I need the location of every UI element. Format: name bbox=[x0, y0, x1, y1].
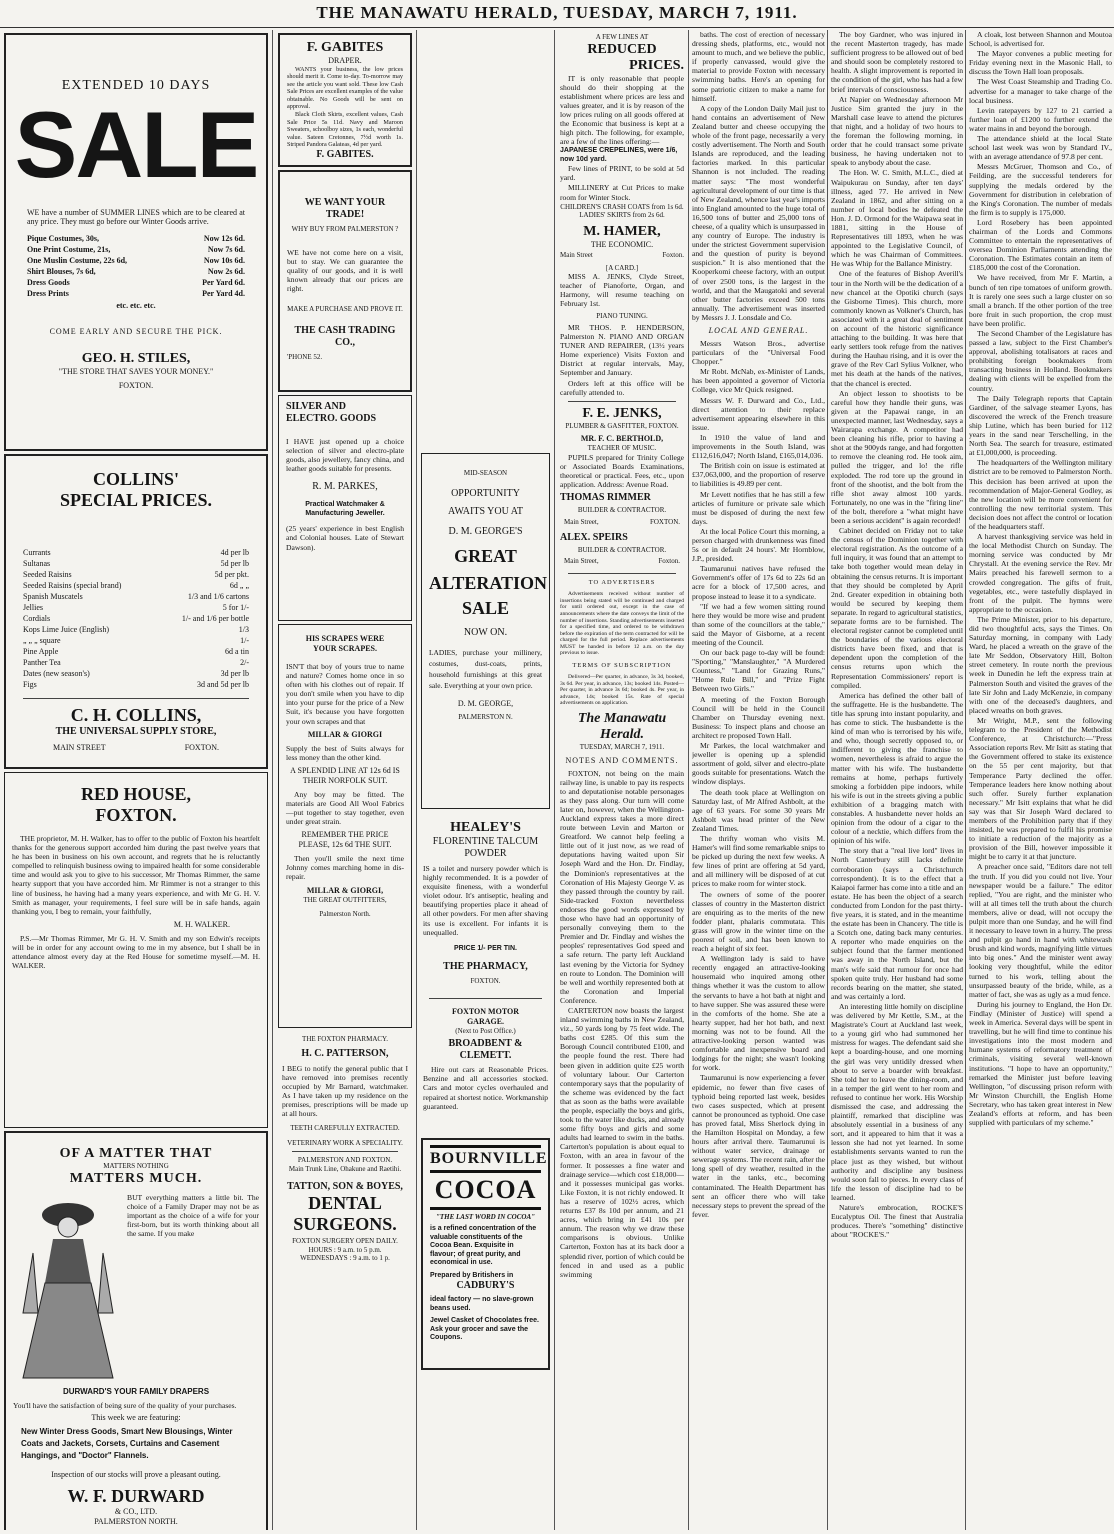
millar-firm: MILLAR & GIORGI bbox=[307, 729, 383, 739]
millar-body-4: Then you'll smile the next time Johnny comes marching home in dis-repair. bbox=[286, 854, 404, 882]
collins-item-price: 5 for 1/- bbox=[222, 603, 249, 612]
column-rule bbox=[688, 30, 689, 1530]
jenks-plumber: F. E. JENKS, bbox=[582, 405, 662, 421]
collins-item-price: 6d „ „ bbox=[229, 581, 249, 590]
rimmer-address: Main Street, bbox=[564, 517, 599, 526]
column-rule bbox=[827, 30, 828, 1530]
article-paragraph: The Hon. W. C. Smith, M.L.C., died at Waipukurau on Sunday, after ten days' illness, aged 77. He arrived in New Zealand in 1862, and after sitting on a number of local bodies he defeated the Hon. J. D. Ormond for the Waipawa seat in 1881, sitting in the House of Representatives till 1893, when he was appointed to the Legislative Council, of which he was Chairman of Committees. He was Whip for the Ballance Ministry. bbox=[831, 168, 963, 269]
hamer-street: Main Street bbox=[560, 250, 593, 259]
sale-intro: WE have a number of SUMMER LINES which are to be cleared at any price. They must go before our Winter Goods arrive. bbox=[27, 208, 245, 227]
local-item: The owners of some of the poorer classes of country in the Masterton district are enquiring as to the merits of the new fodder plant, phalaris commutata. This grass will grow in the winter time on the poorest of soil, and has been known to reach a height of six feet. bbox=[692, 889, 825, 954]
jenks-plumber-sub: PLUMBER & GASFITTER, FOXTON. bbox=[565, 421, 679, 430]
collins-item-name: Seeded Raisins bbox=[23, 570, 72, 579]
article-paragraph: The story that a "real live lord" lives in North Canterbury still lacks definite corroboration (says a Christchurch correspondent). It is to the effect that a Kaiapoi farmer has come into a title and an estate. He has been the object of a search conducted from London for the past thirty-five years, it is stated, and in the meantime the estate has been in Chancery. The title is a Scotch one, dating back many centuries. A reporter who made enquiries on the subject found that the farmer mentioned was away in the North Island, but the man's wife said that rumour for once had spoken quite truly. Her husband had some records bearing on the matter, she stated, and was certainly a lord. bbox=[831, 846, 963, 1001]
collins-item-price: 1/3 and 1/6 cartons bbox=[187, 592, 249, 601]
cocoa-by: Prepared by Britishers in bbox=[430, 1271, 514, 1279]
rimmer-name: THOMAS RIMMER bbox=[560, 492, 651, 504]
sale-firm: GEO. H. STILES, bbox=[81, 351, 191, 367]
collins-item-name: Kops Lime Juice (English) bbox=[23, 625, 109, 634]
article-paragraph: We have received, from Mr F. Martin, a bunch of ten ripe tomatoes of uniform growth. It is rarely one sees such a large cluster on so small a branch. If the other portion of the tree bore fruit in such proportion, the crop must have been prolific. bbox=[969, 273, 1112, 328]
patterson-road: Main Trunk Line, Ohakune and Raetihi. bbox=[288, 1164, 402, 1173]
sale-etc: etc. etc. etc. bbox=[116, 301, 156, 311]
collins-street: MAIN STREET bbox=[53, 743, 106, 752]
cash-trading-body: WE have not come here on a visit, but to stay. We can guarantee the quality of our goods, and it is well known already that our prices are right. bbox=[287, 247, 403, 293]
local-item: Mr Robt. McNab, ex-Minister of Lands, has been appointed a governor of Victoria College, vice Mr Quick resigned. bbox=[692, 367, 825, 395]
hamer-town: Foxton. bbox=[662, 250, 684, 259]
column-rule bbox=[965, 30, 966, 1530]
local-general-heading: LOCAL AND GENERAL. bbox=[708, 326, 809, 335]
millar-town: Palmerston North. bbox=[319, 910, 371, 918]
tatton-title: DENTAL SURGEONS. bbox=[293, 1193, 397, 1235]
millar-sub: THE GREAT OUTFITTERS, bbox=[303, 895, 387, 904]
george-line-2: OPPORTUNITY bbox=[451, 487, 520, 499]
gabites-body: WANTS your business, the low prices should merit it. Come to-day. To-morrow may see the article you want sold. These low Cash Sale Prices are excellent examples of the value obtainable. No Goods will be sent on approval. bbox=[287, 66, 403, 111]
parkes-trade: Practical Watchmaker & Manufacturing Jeweller. bbox=[305, 501, 385, 517]
reduced-line-1: JAPANESE CREPELINES, were 1/6, now 10d yard. bbox=[560, 147, 678, 163]
red-house-title: RED HOUSE, bbox=[80, 784, 192, 804]
hamer-firm: M. HAMER, bbox=[583, 223, 661, 239]
patterson-title: THE FOXTON PHARMACY. bbox=[302, 1035, 388, 1043]
collins-item-name: Currants bbox=[23, 548, 51, 557]
article-paragraph: An interesting little homily on discipline was delivered by Mr Kettle, S.M., at the Magistrate's Court at Auckland last week, to a young girl who had summoned her mistress for wages. The defendant said she kept a boarding-house, and one morning the girl was very untidily dressed when about to serve a boarder with breakfast. She told her to leave the dining-room, and in a temper the girl went to her room and refused to continue her work. His Worship dismissed the case, and addressing the plaintiff, remarked that discipline was absolutely essential in a business of any sort, and it appeared to him that it was a lesson she had not yet learned. In some establishments servants wanted to run the place just as they wished, but without authority and discipline any business would soon fall to pieces. In every class of life the lesson of discipline had to be learned. bbox=[831, 1001, 963, 1202]
subscription-heading: TERMS OF SUBSCRIPTION bbox=[572, 662, 672, 670]
george-line-4: D. M. GEORGE'S bbox=[448, 525, 523, 537]
local-item: A meeting of the Foxton Borough Council will be held in the Council Chamber on Thursday evening next. Business: To inspect plans and choose an architect re proposed Town Hall. bbox=[692, 694, 825, 740]
column-rule bbox=[554, 30, 555, 1530]
collins-item-price: 3d per lb bbox=[220, 669, 249, 678]
sale-item-name: One Muslin Costume, 22s 6d, bbox=[27, 256, 128, 266]
collins-item-price: 2/- bbox=[240, 658, 249, 667]
cash-trading-phone: 'PHONE 52. bbox=[287, 353, 323, 362]
herald-nameplate: The Manawatu Herald. bbox=[577, 711, 667, 743]
durward-title: OF A MATTER THAT bbox=[59, 1146, 213, 1161]
collins-item-name: Pine Apple bbox=[23, 647, 59, 656]
parkes-experience: (25 years' experience in best English and Colonial houses. Late of Stewart Dawson). bbox=[286, 524, 404, 552]
gabites-signature: F. GABITES. bbox=[316, 149, 374, 161]
local-item: A Wellington lady is said to have recently engaged an attractive-looking housemaid who inquired among other things whether it was the custom to allow the servants to have a hot bath at night and to have supper. She was assured these were in the comforts of the home. She ate a hearty supper, had her hot bath, and next morning was not to be found. All the attractive-looking person wanted was comfortable and inexpensive board and lodgings for the night; she wasn't looking for work. bbox=[692, 954, 825, 1073]
reduced-title-2: PRICES. bbox=[629, 57, 684, 73]
article-paragraph: One of the features of Bishop Averill's tour in the North will be the dedication of a new chancel at the Opotiki church (says the Gisborne Times). This church, more commonly known as Volkner's Church, has associated with it a great deal of sentiment on account of the historic significance attaching to the building. It was here that early settlers took refuge from the natives during the Hauhau rising, and it is over the grave of the Rev Carl Sylius Volkner, who met his death at the hands of the natives, that the chancel is erected. bbox=[831, 269, 963, 388]
article-paragraph: Mr Wright, M.P., sent the following telegram to the President of the Methodist Conference, at Christchurch:—"Press Association reports Rev. Mr Isitt as stating that the Government offered to stake its existence on the 55 per cent majority, but that Temperance Party declined the offer. Temperance leaders here know nothing about such offer. Surely further explanation necessary." Mr Isitt explains that what he did say was that Sir Joseph Ward declared to members of the Prohibition party that if they insisted, he was prepared to fulfil his promise to initiate a reduction of the majority as a provision of the Bill, however impossible it might be to carry it at that juncture. bbox=[969, 715, 1112, 862]
tatton-wed: WEDNESDAYS : 9 a.m. to 1 p. bbox=[300, 1254, 390, 1263]
column-6 bbox=[831, 30, 963, 1530]
durward-town: PALMERSTON NORTH. bbox=[94, 1516, 178, 1526]
column-3 bbox=[419, 30, 552, 1530]
article-paragraph: baths. The cost of erection of necessary dressing sheds, platforms, etc., would not amount to much, and we believe the public, if properly canvassed, would give the material to provide Foxton with necessary swimming baths. Here's an opening for some patriotic citizen to make a name for himself. bbox=[692, 30, 825, 103]
article-paragraph: A harvest thanksgiving service was held in the local Methodist Church on Sunday. The morning service was conducted by Mr Chrystall. At the evening service the Rev. Mr Mairs preached his farewell sermon to a crowded congregation. The gifts of fruit, vegetables, etc., were tastefully displayed in front of the pulpit. The hymns were appropriate to the occasion. bbox=[969, 532, 1112, 614]
garage-firm: BROADBENT & CLEMETT. bbox=[448, 1038, 523, 1062]
piano-tuning-heading: PIANO TUNING. bbox=[596, 311, 648, 320]
cash-trading-ad bbox=[278, 170, 412, 392]
article-paragraph: The attendance shield at the local State school last week was won by Standard IV., with an average attendance of 97.8 per cent. bbox=[969, 134, 1112, 162]
hamer-sub: THE ECONOMIC. bbox=[590, 239, 654, 249]
garage-title: FOXTON MOTOR bbox=[451, 1006, 520, 1016]
patterson-teeth: TEETH CAREFULLY EXTRACTED. bbox=[290, 1124, 400, 1133]
sale-item-price: Now 2s 6d. bbox=[207, 267, 245, 277]
sale-item-name: Pique Costumes, 30s, bbox=[27, 234, 100, 244]
collins-ad bbox=[4, 454, 268, 769]
millar-remember: REMEMBER THE PRICE PLEASE, 12s 6d THE SUIT. bbox=[298, 830, 392, 850]
sale-item-name: One Print Costume, 21s, bbox=[27, 245, 111, 255]
speirs-town: Foxton. bbox=[658, 557, 680, 566]
henderson-notice: MR THOS. P. HENDERSON, Palmerston N. PIANO AND ORGAN TUNER AND REPAIRER, (13½ years Home experience) Visits Foxton and District at regular intervals, May, September and January. bbox=[560, 323, 684, 378]
collins-item-name: Cordials bbox=[23, 614, 51, 623]
berthold-body: PUPILS prepared for Trinity College or Associated Boards Examinations, theoretical or practical. Fees, etc., upon application. Address: Avenue Road. bbox=[560, 452, 684, 490]
article-paragraph: A preacher once said, "Editors dare not tell the truth. If you did you could not live. Your newspaper would be a failure." The editor replied, "You are right, and the minister who will at all times tell the truth about the church members, alive or dead, will not occupy the pulpit more than one Sunday, and he will find it necessary to leave town in a hurry. The press and pulpit go hand in hand with whitewash brush and kind words, magnifying little virtues into big ones." And the minister went away looking very thoughtful, while the editor turned to his work, telling about the unsurpassed beauty of the bride, while, as a matter of fact, she was as ugly as a mud fence. bbox=[969, 862, 1112, 999]
sale-item-name: Dress Goods bbox=[27, 278, 70, 288]
millar-line: A SPLENDID LINE AT 12s 6d IS THEIR NORFOLK SUIT. bbox=[290, 765, 400, 785]
cocoa-title-2: COCOA bbox=[430, 1173, 541, 1210]
column-1 bbox=[2, 30, 270, 1530]
notes-paragraph: CARTERTON now boasts the largest inland swimming baths in New Zealand, viz., 50 yards long by 75 feet wide. The baths cost £285. Of this sum the Borough Council contributed £100, and the people found the rest. There had been given in addition quite £25 worth of voluntary labour. Our Carterton contemporary says that the popularity of the scheme was evidenced by the fact that as soon as the baths were available the people, especially the boys and girls, took to the water like ducks, and already some fifty boys and girls and some adults had learned to swim in the baths. Carterton's population is about equal to Foxton, with an area in favour of the former. It possesses a fine water and drainage service—which cost £18,000—and it possesses municipal gas works. Like Foxton, it is not richly endowed. It has a reserve of 102½ acres, which returns £37 8s 10d per annum, and 21 acres, which bring in £41 10s per annum. The reason why we draw these comparisons is obvious. Unlike Carterton, Foxton has at its back door a splendid river, portion of which could be fenced in and used as a public swimming bbox=[560, 1005, 684, 1279]
article-paragraph: Nature's embrocation, ROCKE'S Eucalyptus Oil. The finest that Australia produces. There's "something" distinctive about "ROCKE'S." bbox=[831, 1203, 963, 1240]
speirs-sub: BUILDER & CONTRACTOR. bbox=[577, 545, 667, 554]
reduced-kicker: A FEW LINES AT bbox=[595, 33, 649, 41]
local-item: In 1910 the value of land and improvements in the South Island, was £112,616,047; North Island, £165,014,036. bbox=[692, 432, 825, 461]
tatton-hours: HOURS : 9 a.m. to 5 p.m. bbox=[308, 1245, 382, 1254]
collins-title: COLLINS' bbox=[92, 469, 180, 489]
garage-sub: (Next to Post Office.) bbox=[455, 1026, 516, 1035]
local-item: Mr Parkes, the local watchmaker and jeweller is opening up a splendid assortment of gold, silver and electro-plate goods suitable for presentations. Watch the window displays. bbox=[692, 741, 825, 787]
george-body: LADIES, purchase your millinery, costumes, dust-coats, prints, household furnishings at this great sale. Everything at your own price. bbox=[429, 647, 542, 690]
article-paragraph: At Napier on Wednesday afternoon Mr Justice Sim granted the jury in the Marshall case leave to attend the pictures that night, and a holiday of two hours to the foreman the following morning, in order that he could transact some private business, he having undertaken not to speak to anybody about the case. bbox=[831, 94, 963, 168]
article-paragraph: The West Coast Steamship and Trading Co. advertise for a manager to take charge of the local business. bbox=[969, 77, 1112, 105]
durward-banner: DURWARD'S YOUR FAMILY DRAPERS bbox=[62, 1386, 210, 1396]
tatton-sub: FOXTON SURGERY OPEN DAILY. bbox=[292, 1237, 398, 1246]
article-paragraph: A cloak, lost between Shannon and Moutoa School, is advertised for. bbox=[969, 30, 1112, 49]
speirs-name: ALEX. SPEIRS bbox=[560, 531, 628, 543]
durward-co: & CO., LTD. bbox=[114, 1506, 158, 1516]
speirs-address: Main Street, bbox=[564, 557, 599, 566]
cocoa-title: BOURNVILLE bbox=[430, 1145, 541, 1173]
millar-body: ISN'T that boy of yours true to name and nature? Comes home once in so often with his clothes out of repair. If you don't smile when you have to dip into your purse for the price of a New Suit, it's because you have forgotten your own scrapes and that bbox=[286, 662, 404, 726]
subscription-body: Delivered—Per quarter, in advance, 3s 3d, booked, 3s 6d. Per year, in advance, 13s; booked 14s. Posted—Per quarter, in advance 3s 6d; booked 4s. Per year, in advance, 14s; booked 15s. Rate of special advertisements on application. bbox=[560, 674, 684, 707]
cash-trading-sub: WHY BUY FROM PALMERSTON ? bbox=[291, 225, 399, 233]
gabites-body-2: Black Cloth Skirts, excellent values, Cash Sale Price 5s 11d. Navy and Maroon Sweaters, schoolboy sizes, 1s each, wonderful value. Sateen Cretonnes, 7½d worth 1s. Striped Pandora Galateas, 4d per yard. bbox=[287, 111, 403, 149]
george-line-1: MID-SEASON bbox=[463, 469, 508, 477]
parkes-firm: R. M. PARKES, bbox=[312, 481, 378, 493]
millar-giorgi-ad bbox=[278, 624, 412, 1028]
millar-title-2: YOUR SCRAPES. bbox=[312, 644, 377, 653]
healey-title: HEALEY'S bbox=[450, 820, 521, 835]
durward-promise: You'll have the satisfaction of being sure of the quality of your purchases. bbox=[13, 1400, 237, 1410]
sale-kicker: EXTENDED 10 DAYS bbox=[61, 78, 211, 93]
woman-illustration-drawing bbox=[13, 1193, 123, 1383]
collins-item-name: „ „ „ square bbox=[23, 636, 61, 645]
parkes-body: I HAVE just opened up a choice selection of silver and electro-plate goods, also jewellery, fancy china, and leather goods suitable for presents. bbox=[286, 437, 404, 474]
collins-item-price: 1/- and 1/6 per bottle bbox=[181, 614, 249, 623]
herald-date: TUESDAY, MARCH 7, 1911. bbox=[579, 743, 665, 752]
cocoa-ad bbox=[421, 1138, 550, 1370]
garage-title-2: GARAGE. bbox=[466, 1016, 505, 1026]
red-house-body: THE proprietor, M. H. Walker, has to offer to the public of Foxton his heartfelt thanks for the generous support accorded him during the past twelve years that he has been in business on his own account, and regrets that he is reluctantly compelled to relinquish business owing to impaired health for some considerable time and would ask you to give to his successor, Mr Thomas Rimmer, the same hearty support that you have accorded him. Mr Rimmer is not a stranger to this line of business, he having had a many years experience, and with Mr G. H. V. Smith as manager, your requirements, I feel sure will be in safe hands, again thanking you, I beg to remain, your faithfully, bbox=[12, 834, 260, 916]
cocoa-casket: Jewel Casket of Chocolates free. Ask your grocer and save the Coupons. bbox=[430, 1317, 539, 1342]
article-paragraph: The headquarters of the Wellington military district are to be removed to Palmerston North. This decision has been arrived at upon the recommendation of Major-General Godley, as the new location will be more convenient for controlling the new territorial system. This decision does not affect the control or location of the headquarters staff. bbox=[969, 458, 1112, 531]
woman-illustration bbox=[13, 1193, 123, 1383]
collins-price-list bbox=[13, 511, 259, 694]
durward-body: BUT everything matters a little bit. The choice of a Family Draper may not be as important as the choice of a wife for your first-born, but its worth thinking about all the same. If you make bbox=[127, 1192, 259, 1238]
collins-item-name: Seeded Raisins (special brand) bbox=[23, 581, 122, 590]
reduced-line-4: CHILDREN'S CRASH COATS from 1s 6d. bbox=[560, 202, 684, 211]
george-line-7: SALE bbox=[461, 597, 510, 618]
article-paragraph: During his journey to England, the Hon Dr. Findlay (Minister of Justice) will spend a week in America. Several days will be spent in travelling, but he will find time to continue his investigations into the most modern and humane systems of reformatory treatment of criminals, visiting several well-known institutions. "I hope to have an opportunity," remarked the Minister just before leaving Wellington, "of discussing prison reform with Mr Winston Churchill, the English Home Secretary, who has taken great interest in New Zealand's efforts at reform, and has been supplied with particulars of my scheme." bbox=[969, 999, 1112, 1128]
parkes-title: SILVER AND bbox=[286, 401, 346, 412]
article-paragraph: Lord Rosebery has been appointed chairman of the Lords and Commons Committee to entertain the representatives of oversea Dominion Parliaments attending the Coronation. The Estimates contain an item of £185,000 the cost of the Coronation. bbox=[969, 217, 1112, 273]
red-house-subtitle: FOXTON. bbox=[95, 805, 177, 825]
column-rule bbox=[272, 30, 273, 1530]
collins-item-price: 3d and 5d per lb bbox=[197, 680, 249, 689]
george-line-5: GREAT bbox=[454, 545, 517, 566]
local-item: Taumarunui natives have refused the Government's offer of 17s 6d to 22s 6d an acre for a block of 17,500 acres, and propose instead to lease it to a syndicate. bbox=[692, 564, 825, 601]
article-paragraph: A copy of the London Daily Mail just to hand contains an advertisement of New Zealand butter and cheese occupying the whole of the front page, necessarily a very costly advertisement. The North and South Islands are reproduced, and the leading factories marked. In this particular Shannon is not included. The reading matter says: "The most wonderful agricultural development of our time is that of New Zealand, whence last year's imports into England amounted to the huge total of 16,500 tons of butter and 25,000 tons of cheese, of a quality which is unsurpassed in any country of Europe. The industry is under the strictest Government supervision and the question of purity is beyond suspicion." It is also mentioned that the Kooperkomi cheese factory, with an output of over 2500 tons, is the largest in the world, and that the Maugatoki and several other butter factories exceed 500 tons annually. The advertisement was inserted by Messrs J. J. Lonsdale and Co. bbox=[692, 103, 825, 322]
sale-item-price: Now 7s 6d. bbox=[207, 245, 245, 255]
durward-title-3: MATTERS MUCH. bbox=[69, 1170, 203, 1186]
durward-invite: Inspection of our stocks will prove a pleasant outing. bbox=[51, 1469, 221, 1479]
parkes-title-2: ELECTRO. GOODS bbox=[286, 413, 377, 424]
millar-body-3: Any boy may be fitted. The materials are Good All Wool Fabrics—put together to stay together, even under great strain. bbox=[286, 789, 404, 827]
collins-item-name: Figs bbox=[23, 680, 37, 689]
george-sale-ad bbox=[421, 453, 550, 809]
sale-call: COME EARLY AND SECURE THE PICK. bbox=[49, 327, 223, 337]
local-item: Mr Levett notifies that he has still a few articles of furniture or private sale which must be disposed of during the next few days. bbox=[692, 489, 825, 526]
patterson-vet: VETERINARY WORK A SPECIALITY. bbox=[287, 1138, 403, 1147]
article-paragraph: The boy Gardner, who was injured in the recent Masterton tragedy, has made sufficient progress to be allowed out of bed and should soon be completely restored to health. A slight improvement is reported in the condition of the girl, who has had a few brief intervals of consciousness. bbox=[831, 30, 963, 94]
cash-trading-title: WE WANT YOUR TRADE! bbox=[304, 197, 386, 220]
george-firm: D. M. GEORGE, bbox=[457, 698, 514, 708]
millar-body-2: Supply the best of Suits always for less money than the other kind. bbox=[286, 743, 404, 762]
sale-price-list bbox=[13, 227, 259, 317]
cocoa-body: is a refined concentration of the valuable constituents of the Cocoa Bean. Exquisite in flavour; of great purity, and economical in use. bbox=[430, 1225, 537, 1267]
notes-paragraph: FOXTON, not being on the main railway line, is unable to pay its respects to and deputationise notable personages as they pass along. Our turn will come later on, however, when the Wellington-Auckland express takes a more direct route between Levin and Marton or Greatford. We cannot help feeling a little out of it just now, as we read of deputations having waited upon Sir Joseph Ward and the Hon. Dr. Findlay, the Dominion's representatives at the Coronation of His Majesty George V. as they passed through the country by rail. Side-tracked Foxton nevertheless endorses the good words expressed by those who have had an opportunity of personally conveying them to the Premier and Dr. Findlay and wishes the peoples' representatives God speed and a safe return. The party left Auckland last evening by the Victoria for Sydney en route to London. The Dominion will be well and worthily represented both at the Coronation and Imperial Conference. bbox=[560, 768, 684, 1005]
berthold-name: MR. F. C. BERTHOLD, bbox=[580, 434, 664, 444]
sale-item-price: Now 12s 6d. bbox=[203, 234, 245, 244]
rimmer-town: FOXTON. bbox=[649, 517, 680, 526]
millar-title: HIS SCRAPES WERE bbox=[305, 634, 385, 643]
notes-heading: NOTES AND COMMENTS. bbox=[565, 755, 679, 765]
cocoa-factory: ideal factory — no slave-grown beans used. bbox=[430, 1296, 534, 1312]
collins-subtitle: SPECIAL PRICES. bbox=[59, 490, 213, 510]
local-item: At the local Police Court this morning, a person charged with drunkenness was fined 5s or in default 24 hours'. Mr Hornblow, J.P., presided. bbox=[692, 526, 825, 564]
column-7 bbox=[969, 30, 1112, 1530]
article-paragraph: The Daily Telegraph reports that Captain Gardiner, of the salvage steamer Lyons, has discovered the wreck of the French treasure ship Lutine, which has been buried for 112 years in the sand near Terschelling, in the North Sea. The search for treasure, estimated at £1,000,000, is proceeding. bbox=[969, 393, 1112, 458]
george-town: PALMERSTON N. bbox=[458, 712, 513, 721]
collins-store: THE UNIVERSAL SUPPLY STORE, bbox=[55, 726, 217, 737]
article-paragraph: The Prime Minister, prior to his departure, did two thoughtful acts, says the Times. On Saturday morning, in company with Lady Ward, he placed a wreath on the grave of the late Mr Seddon, Observatory Hill, Bolton street cemetery. In route north the previous week in Dunedin he left the express train at Palmerston South and visited the graves of the late Sir John and Lady McKenzie, in company with one of the deceased's daughters, and placed wreaths on both graves. bbox=[969, 614, 1112, 715]
collins-item-price: 1/3 bbox=[238, 625, 249, 634]
patterson-ad bbox=[276, 1031, 414, 1267]
column-2 bbox=[276, 30, 414, 1530]
sale-item-price: Per Yard 6d. bbox=[202, 278, 245, 288]
reduced-body: IT is only reasonable that people should do their shopping at the establishment where prices are less and values greater, and it is by reason of the low prices ruling on all goods offered at the Economic that business is kept at a high pitch. The following, for example, are a few of the lines offering:— bbox=[560, 73, 684, 147]
column-4 bbox=[558, 30, 686, 1530]
george-line-6: ALTERATION bbox=[429, 572, 548, 593]
article-paragraph: An object lesson to shootists to be careful how they handle their guns, was given at the Papawai range, in an unexpected manner, last Wednesday, says a Wairarapa exchange. A competitor had been cleaning his rifle, prior to having a shot at the 900yds range, and had forgotten to remove the cleaning rod. He took aim, pulled the trigger, and lo! the rifle exploded. The rod tore up the ground in front of the shootist, and the bolt from the rifle shot away almost 100 yards. Fortunately, no one was in the "firing line" of the bolt, therefore a "what might have been a serious accident" is again recorded! bbox=[831, 388, 963, 525]
healey-body: IS a toilet and nursery powder which is highly recommended. It is a powder of exquisite fineness, with a wonderful violet odour. It's antiseptic, healing and beautifying properties place it ahead of all other powders. For men after shaving its use is excellent. For infants it is unequalled. bbox=[423, 864, 548, 937]
millar-firm-2: MILLAR & GIORGI, bbox=[306, 885, 384, 895]
red-house-ad bbox=[4, 772, 268, 1128]
cash-trading-call: MAKE A PURCHASE AND PROVE IT. bbox=[287, 304, 403, 313]
red-house-postscript: P.S.—Mr Thomas Rimmer, Mr G. H. V. Smith and my son Edwin's receipts will be in order for any account owing to me in my absence, but I shall be in attendance almost every day at the Red House for sometime myself.—M. H. WALKER. bbox=[12, 933, 260, 971]
george-line-8: NOW ON. bbox=[463, 626, 508, 638]
local-item: "If we had a few women sitting round here they would be more wise and prudent than some of the councillors at the table," said the Mayor of Gisborne, at a recent meeting of the Council. bbox=[692, 601, 825, 647]
sale-slogan: "THE STORE THAT SAVES YOUR MONEY." bbox=[58, 367, 214, 377]
parkes-ad bbox=[278, 395, 412, 621]
local-item: The death took place at Wellington on Saturday last, of Mr Alfred Ashbolt, at the age of 63 years. For some 30 years Mr Ashbolt was head printer of the New Zealand Times. bbox=[692, 787, 825, 833]
sale-item-name: Dress Prints bbox=[27, 289, 69, 299]
collins-item-price: 5d per lb bbox=[220, 559, 249, 568]
rimmer-sub: BUILDER & CONTRACTOR. bbox=[577, 506, 667, 515]
reduced-line-5: LADIES' SKIRTS from 2s 6d. bbox=[579, 211, 665, 220]
local-item: The British coin on issue is estimated at £37,063,000, and the proportion of reserve to liabilities is 49.89 per cent. bbox=[692, 461, 825, 489]
hamer-ad bbox=[558, 30, 686, 264]
local-item: Messrs W. F. Durward and Co., Ltd., direct attention to their replace advertisement appearing elsewhere in this issue. bbox=[692, 395, 825, 432]
collins-item-price: 5d per pkt. bbox=[214, 570, 249, 579]
healey-firm: THE PHARMACY, bbox=[443, 961, 528, 973]
patterson-places: PALMERSTON AND FOXTON. bbox=[297, 1156, 393, 1165]
sale-item-price: Now 10s 6d. bbox=[203, 256, 245, 266]
collins-item-name: Jellies bbox=[23, 603, 43, 612]
local-item: Taumarunui is now experiencing a fever epidemic, no fewer than five cases of typhoid being reported last week, besides two cases suspected, which at present cannot be pronounced as typhoid. One case has proved fatal, Miss Sherlock dying in the Hamilton Hospital on Monday, a few hours after arrival there. Taumarunui is without water service, drainage or sewerage systems. The recent rain, after the long spell of dry weather, resulted in the water in the tanks, etc., becoming contaminated. The Health Department has sent an officer there who will take necessary steps to prevent the spread of the fever. bbox=[692, 1073, 825, 1219]
cocoa-slogan: "THE LAST WORD IN COCOA" bbox=[435, 1212, 536, 1221]
sale-item-price: Per Yard 4d. bbox=[202, 289, 245, 299]
article-paragraph: The Second Chamber of the Legislature has passed a law, subject to the First Chamber's approval, abolishing totalisators at races and prohibiting foreign bookmakers from transacting business in Holland. Bookmakers dealing with clients will be expelled from the country. bbox=[969, 329, 1112, 393]
healey-title-2: FLORENTINE TALCUM bbox=[432, 836, 539, 847]
orders-notice: Orders left at this office will be carefully attended to. bbox=[560, 378, 684, 397]
durward-title-2: MATTERS NOTHING bbox=[103, 1162, 169, 1170]
cocoa-maker: CADBURY'S bbox=[456, 1280, 515, 1292]
article-paragraph: The Mayor convenes a public meeting for Friday evening next in the Masonic Hall, to discuss the Town Hall loan proposals. bbox=[969, 49, 1112, 77]
advertisers-body: Advertisements received without number of insertions being stated will be continued and charged for until ordered out, except in the case of announcements where the date conveys the limit of the number of insertions. Standing advertisements inserted for a specified time, and ordered to be withdrawn before the expiration of the term contracted for will be charged for the full period. Replace advertisements MUST be handed in before 12 a.m. on the day previous to issue. bbox=[560, 591, 684, 657]
column-5 bbox=[692, 30, 825, 1530]
local-item: The thrifty woman who visits M. Hamer's will find some remarkable snips to be picked up during the next few weeks. A few lines of print are offering at 5d yard, and all millinery will be disposed of at cut prices to make room for winter stock. bbox=[692, 833, 825, 889]
cash-trading-firm: THE CASH TRADING CO., bbox=[294, 325, 396, 349]
sale-town: FOXTON. bbox=[118, 381, 154, 391]
gabites-ad bbox=[278, 33, 412, 167]
article-paragraph: America has defined the other ball of the suffragette. He is the husbandette. The title has sprung into instant popularity, and has come to stick. The husbandette is the kind of man who is terrorised by his wife, and who, though secretly opposed to, or indifferent to giving the franchise to women, nevertheless is afraid to argue the matter with his wife. The husbandette remains at home, perhaps furtively smoking a forbidden pipe indoors, while his wife is out in the streets giving a public exhibition of a bragging match with constables. A husbandette never holds an opinion from the odour of a cigar to the colour of a necktie, which differs from the opinion of his wife. bbox=[831, 690, 963, 846]
collins-town: FOXTON. bbox=[184, 743, 219, 752]
reduced-line-3: MILLINERY at Cut Prices to make room for Winter Stock. bbox=[560, 183, 684, 202]
reduced-title: REDUCED bbox=[587, 41, 657, 57]
reduced-line-2: Few lines of PRINT, to be sold at 5d yard. bbox=[560, 164, 684, 183]
berthold-sub: TEACHER OF MUSIC. bbox=[587, 444, 657, 453]
garage-ad bbox=[419, 1003, 552, 1116]
card-label: [A CARD.] bbox=[605, 263, 639, 272]
collins-item-price: 6d a tin bbox=[225, 647, 249, 656]
tatton-firm: TATTON, SON & BOYES, bbox=[287, 1181, 403, 1193]
column-rule bbox=[416, 30, 417, 1530]
healey-ad bbox=[419, 812, 552, 994]
collins-item-price: 4d per lb bbox=[220, 548, 249, 557]
gabites-sub: DRAPER. bbox=[328, 56, 362, 65]
healey-title-3: POWDER bbox=[464, 848, 507, 859]
george-line-3: AWAITS YOU AT bbox=[448, 505, 523, 517]
masthead: THE MANAWATU HERALD, TUESDAY, MARCH 7, 1911. bbox=[0, 0, 1114, 28]
patterson-body: I BEG to notify the general public that I have removed into premises recently occupied by Mr Barnard, watchmaker. As I have taken up my residence on the premises, prescriptions will be made up at all hours. bbox=[282, 1063, 408, 1118]
gabites-title: F. GABITES bbox=[306, 40, 384, 55]
durward-featuring: This week we are featuring: bbox=[91, 1412, 181, 1422]
patterson-name: H. C. PATTERSON, bbox=[301, 1047, 389, 1059]
collins-firm: C. H. COLLINS, bbox=[70, 705, 202, 725]
collins-item-name: Panther Tea bbox=[23, 658, 61, 667]
sale-headline: SALE bbox=[14, 92, 258, 197]
garage-body: Hire out cars at Reasonable Prices. Benzine and all accessories stocked. Cars and motor cycles overhauled and repaired at shortest notice. Workmanship guaranteed. bbox=[423, 1065, 548, 1111]
durward-ad bbox=[4, 1131, 268, 1530]
collins-item-name: Dates (new season's) bbox=[23, 669, 90, 678]
collins-item-name: Spanish Muscatels bbox=[23, 592, 83, 601]
collins-item-price: 1/- bbox=[240, 636, 249, 645]
sale-item-name: Shirt Blouses, 7s 6d, bbox=[27, 267, 96, 277]
jenks-notice: MISS A. JENKS, Clyde Street, teacher of Pianoforte, Organ, and Harmony, will resume teaching on February 1st. bbox=[560, 272, 684, 309]
red-house-signature: M. H. WALKER. bbox=[173, 919, 230, 929]
healey-town: FOXTON. bbox=[470, 977, 501, 986]
article-paragraph: Messrs McGruer, Thomson and Co., of Feilding, are the successful tenderers for supplying the medals ordered by the Government for distribution in celebration of the King's Coronation. The number of medals the firm is to supply is 175,000. bbox=[969, 162, 1112, 217]
article-paragraph: Cabinet decided on Friday not to take the census of the Dominion together with electoral registration. As the outcome of a full inquiry, it was found that an attempt to take both together would mean delay in obtaining the census returns. It is important that they should be completed by April 2nd. Greater expedition in obtaining both would be secured by keeping them separate. In regard to agricultural statistics, separate forms are to be furnished. The electoral register cannot be completed until the boundaries of the various electoral districts have been fixed, and that is dependent upon the completion of the census returns upon which the Representation Commissioners' report is compiled. bbox=[831, 526, 963, 690]
collins-item-name: Sultanas bbox=[23, 559, 51, 568]
healey-price: PRICE 1/- PER TIN. bbox=[453, 944, 517, 952]
article-paragraph: Levin ratepayers by 127 to 21 carried a further loan of £1200 to further extend the water mains in and beyond the borough. bbox=[969, 105, 1112, 133]
stiles-sale-ad bbox=[4, 33, 268, 451]
durward-features: New Winter Dress Goods, Smart New Blousings, Winter Coats and Jackets, Corsets, Curtains and Casement Hangings, and "Doctor" Flannels. bbox=[21, 1426, 233, 1460]
advertisers-heading: TO ADVERTISERS bbox=[588, 579, 656, 587]
local-item: Messrs Watson Bros., advertise particulars of the "Universal Food Chopper." bbox=[692, 339, 825, 367]
local-item: On our back page to-day will be found: "Sporting," "Manslaughter," "A Murdered Countess," "Land for Grazing Runs," "Home Rule Bill," and "Prize Fight Between two Girls." bbox=[692, 648, 825, 694]
durward-firm: W. F. DURWARD bbox=[67, 1485, 205, 1506]
